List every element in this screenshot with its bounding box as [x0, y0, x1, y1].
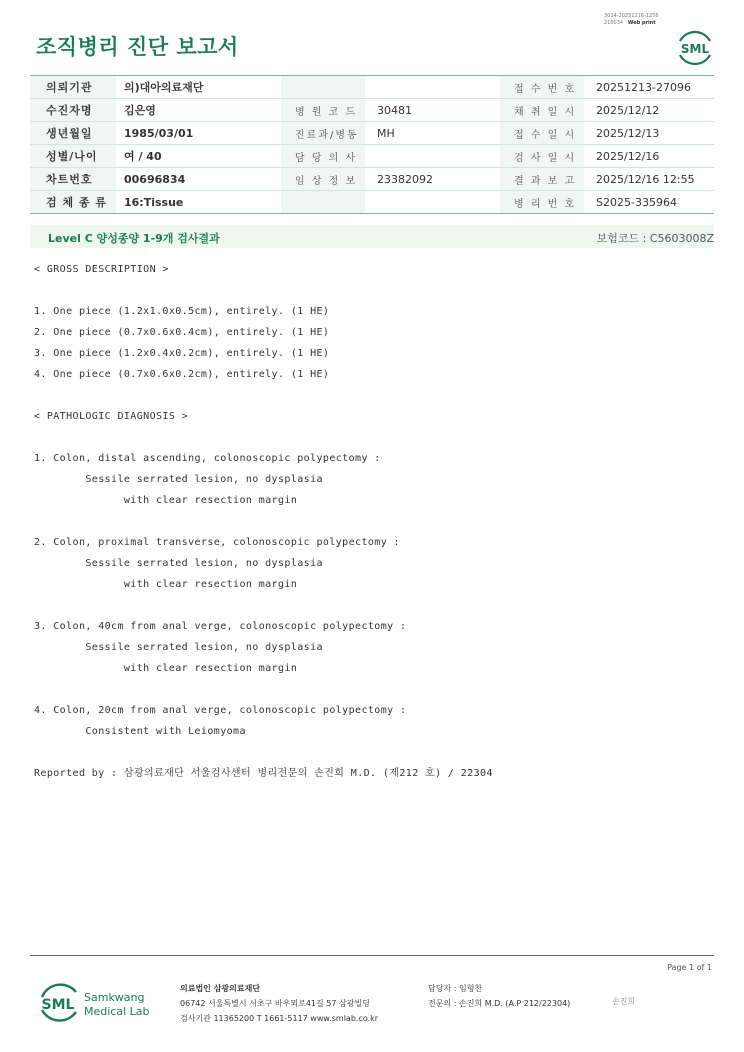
report-line: [34, 385, 714, 406]
info-value: 00696834: [116, 168, 281, 191]
print-info: [604, 13, 684, 27]
info-value: 1985/03/01: [116, 122, 281, 145]
info-label: 접 수 일 시: [500, 122, 584, 145]
report-line: 3. One piece (1.2x0.4x0.2cm), entirely. (1 HE): [34, 348, 330, 359]
info-row: [30, 168, 714, 191]
manager: 담당자 : 임형찬: [428, 984, 483, 993]
info-label: 병 리 번 호: [500, 191, 584, 214]
org-info: [180, 981, 378, 1026]
footer-logo-name2: Medical Lab: [84, 1005, 150, 1018]
info-value: 여 / 40: [116, 145, 281, 168]
info-row: [30, 191, 714, 214]
info-label: 접 수 번 호: [500, 76, 584, 99]
print-code: 3014-20251216-1256: [604, 13, 659, 19]
staff-info: [428, 981, 570, 1011]
info-value: 2025/12/16: [584, 145, 714, 168]
info-value: 2025/12/12: [584, 99, 714, 122]
report-line: [34, 511, 714, 532]
report-title: 조직병리 진단 보고서: [36, 35, 239, 59]
info-label: 채 취 일 시: [500, 99, 584, 122]
info-label: [281, 76, 365, 99]
info-value: S2025-335964: [584, 191, 714, 214]
test-name: Level C 양성종양 1-9개 검사결과: [48, 232, 220, 245]
info-value: 2025/12/13: [584, 122, 714, 145]
report-line: with clear resection margin: [34, 495, 298, 506]
report-line: Sessile serrated lesion, no dysplasia: [34, 642, 323, 653]
info-label: 의뢰기관: [30, 76, 116, 99]
patient-info-table: [30, 75, 714, 214]
org-name: 의료법인 삼광의료재단: [180, 984, 261, 993]
info-label: 결 과 보 고: [500, 168, 584, 191]
report-line: [34, 595, 714, 616]
report-line: 3. Colon, 40cm from anal verge, colonoscopic polypectomy :: [34, 621, 407, 632]
info-value: 2025/12/16 12:55: [584, 168, 714, 191]
report-line: with clear resection margin: [34, 663, 298, 674]
report-line: Sessile serrated lesion, no dysplasia: [34, 474, 323, 485]
footer-logo-name1: Samkwang: [84, 991, 145, 1004]
info-value: 30481: [365, 99, 500, 122]
info-row: [30, 99, 714, 122]
report-body: [34, 259, 714, 784]
report-line: 2. One piece (0.7x0.6x0.4cm), entirely. (1 HE): [34, 327, 330, 338]
info-label: 담 당 의 사: [281, 145, 365, 168]
info-value: 의)대아의료재단: [116, 76, 281, 99]
info-row: [30, 145, 714, 168]
report-line: Consistent with Leiomyoma: [34, 726, 246, 737]
info-label: 진료과/병동: [281, 122, 365, 145]
insurance-code: 보험코드 : C5603008Z: [596, 232, 714, 245]
info-value: [365, 76, 500, 99]
info-label: 병 원 코 드: [281, 99, 365, 122]
info-value: 23382092: [365, 168, 500, 191]
report-line: < PATHOLOGIC DIAGNOSIS >: [34, 411, 189, 422]
report-line: Sessile serrated lesion, no dysplasia: [34, 558, 323, 569]
sml-logo-text: SML: [680, 42, 710, 56]
report-line: [34, 280, 714, 301]
footer-divider: [30, 955, 714, 956]
info-value: 김은영: [116, 99, 281, 122]
info-label: [281, 191, 365, 214]
info-value: [365, 191, 500, 214]
report-line: [34, 742, 714, 763]
info-value: [365, 145, 500, 168]
info-value: 20251213-27096: [584, 76, 714, 99]
page-number: Page 1 of 1: [667, 963, 712, 972]
signature: 손진희: [612, 997, 636, 1006]
info-row: [30, 122, 714, 145]
report-line: with clear resection margin: [34, 579, 298, 590]
report-line: 1. One piece (1.2x1.0x0.5cm), entirely. (1 HE): [34, 306, 330, 317]
report-line: [34, 427, 714, 448]
report-line: 4. One piece (0.7x0.6x0.2cm), entirely. (1 HE): [34, 369, 330, 380]
report-line: < GROSS DESCRIPTION >: [34, 264, 169, 275]
info-label: 검 체 종 류: [30, 191, 116, 214]
print-label: Web print: [627, 20, 656, 26]
report-line: 2. Colon, proximal transverse, colonoscopic polypectomy :: [34, 537, 400, 548]
print-code-2: 210034: [604, 20, 624, 26]
footer-logo-text: SML: [41, 997, 75, 1013]
report-line: Reported by : 삼광의료재단 서울검사센터 병리전문의 손진희 M.D. (제212 호) / 22304: [34, 768, 493, 779]
info-row: [30, 76, 714, 99]
info-label: 생년월일: [30, 122, 116, 145]
sml-logo: [674, 27, 716, 67]
specialist: 전문의 : 손진희 M.D. (A.P 212/22304): [428, 999, 571, 1008]
info-label: 차트번호: [30, 168, 116, 191]
org-address: 06742 서울특별시 서초구 바우뫼로41길 57 삼광빌딩: [180, 999, 370, 1008]
report-line: [34, 679, 714, 700]
info-label: 임 상 정 보: [281, 168, 365, 191]
org-contact: 검사기관 11365200 T 1661-5117 www.smlab.co.kr: [180, 1014, 379, 1023]
info-value: MH: [365, 122, 500, 145]
info-label: 검 사 일 시: [500, 145, 584, 168]
info-value: 16:Tissue: [116, 191, 281, 214]
info-label: 성별/나이: [30, 145, 116, 168]
info-label: 수진자명: [30, 99, 116, 122]
report-line: 4. Colon, 20cm from anal verge, colonoscopic polypectomy :: [34, 705, 407, 716]
samkwang-logo: [36, 980, 161, 1026]
report-line: 1. Colon, distal ascending, colonoscopic polypectomy :: [34, 453, 381, 464]
